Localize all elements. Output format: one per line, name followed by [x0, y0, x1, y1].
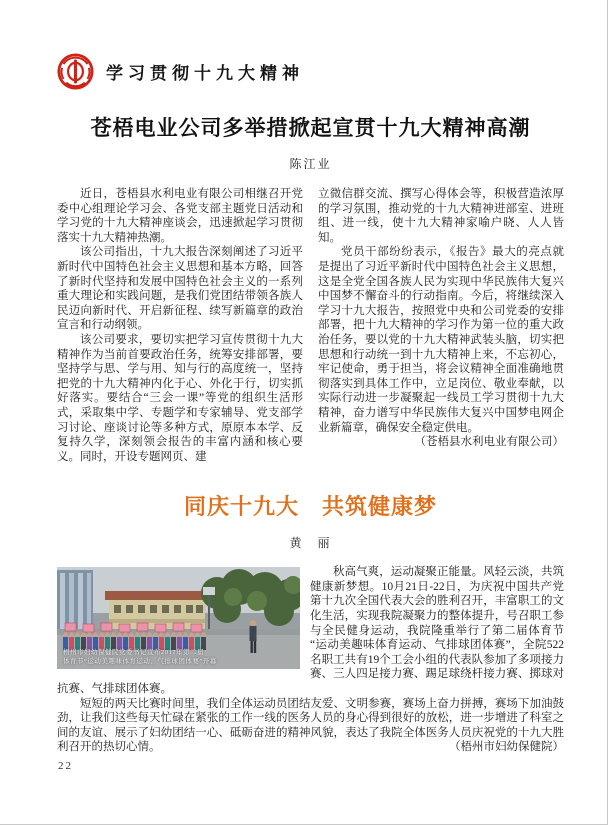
union-emblem-icon	[57, 53, 94, 90]
article2-title: 同庆十九大 共筑健康梦	[183, 494, 437, 520]
paragraph	[318, 245, 564, 449]
article1-author: 陈江业	[289, 157, 332, 171]
masthead	[57, 0, 564, 90]
article2-body	[57, 565, 564, 755]
page-number: 22	[58, 760, 73, 772]
article1-left-column	[57, 187, 303, 464]
photo-caption	[63, 649, 296, 666]
photo-caption-line1: 梧州市妇幼保健院党委书记宣布2017年第二届	[63, 649, 204, 657]
article2-attribution: （梧州市妇幼保健院）	[449, 741, 564, 754]
event-photo	[57, 567, 300, 669]
paragraph-text: 党员干部纷纷表示，《报告》最大的亮点就是提出了习近平新时代中国特色社会主义思想，这是全党全国各族人民为实现中华民族伟大复兴中国梦不懈奋斗的行动指南。今后，将继续深入学习十九大报告，按照党中央和公司党委的安排部署，把十九大精神的学习作为第一位的重大政治任务，要以党的十九大精神武装头脑，切实把思想和行动统一到十九大精神上来，不忘初心，牢记使命，勇于担当，将会议精神全面准确地贯彻落实到具体工作中，立足岗位、敬业奉献，以实际行动进一步凝聚起一线员工学习贯彻十九大精神，奋力谱写中华民族伟大复兴中国梦电网企业新篇章，确保安全稳定供电。	[318, 246, 564, 434]
article1-right-column	[318, 187, 564, 464]
paragraph: 立微信群交流、撰写心得体会等，积极营造浓厚的学习氛围，推动党的十九大精神进部室、进班组、进一线，使十九大精神家喻户晓、人人皆知。	[318, 188, 564, 244]
article1-title: 苍梧电业公司多举措掀起宣贯十九大精神高潮	[90, 116, 531, 140]
paragraph	[57, 697, 564, 755]
section-banner: 学习贯彻十九大精神	[106, 64, 304, 83]
paragraph: 该公司指出，十九大报告深刻阐述了习近平新时代中国特色社会主义思想和基本方略，回答了新时代坚持和发展中国特色社会主义的一系列重大理论和实践问题，是我们党团结带领各族人民迈向新时代、开启新征程、续写新篇章的政治宣言和行动纲领。	[57, 246, 303, 332]
photo-caption-line2: 体育节“运动美趣味体育运动、气排球团体赛”开幕	[63, 657, 217, 665]
article2-author: 黄 丽	[289, 536, 332, 551]
paragraph: 近日，苍梧县水利电业有限公司相继召开党委中心组理论学习会、各党支部主题党日活动和学习党的十九大精神座谈会，迅速掀起学习贯彻落实十九大精神热潮。	[57, 188, 303, 244]
paragraph: 该公司要求，要切实把学习宣传贯彻十九大精神作为当前首要政治任务，统筹安排部署，要坚持学与思、学与用、知与行的高度统一，坚持把党的十九大精神内化于心、外化于行，切实抓好落实。要结合“三会一课”等党的组织生活形式，采取集中学、专题学和专家辅导、党支部学习讨论、座谈讨论等多种方式，原原本本学、反复持久学，深刻领会报告的丰富内涵和核心要义。同时，开设专题网页、建	[57, 333, 303, 463]
article1-attribution: （苍梧县水利电业有限公司）	[414, 436, 564, 449]
article1-body	[57, 187, 564, 464]
paragraph-text: 短短的两天比赛时间里，我们全体运动员团结友爱、文明参赛，赛场上奋力拼搏，赛场下加油鼓劲，让我们这些每天忙碌在紧张的工作一线的医务人员的身心得到很好的放松，进一步增进了科室之间的友谊、展示了妇幼团结一心、砥砺奋进的精神风貌，表达了我院全体医务人员庆祝党的十九大胜利召开的热切心情。	[57, 697, 564, 754]
paragraph: 秋高气爽，运动凝聚正能量。风轻云淡，共筑健康新梦想。10月21日-22日，为庆祝中国共产党第十九次全国代表大会的胜利召开，丰富职工的文化生活，实现我院凝聚力的整体提升，号召职工参与全民健身运动，我院隆重举行了第二届体育节“运动美趣味体育运动、气排球团体赛”，全院522名职工共有19个工会小组的代表队参加了多项接力赛、三人四足接力赛、踢足球绕杆接力赛、掷球对抗赛、气排球团体赛。	[57, 566, 564, 696]
